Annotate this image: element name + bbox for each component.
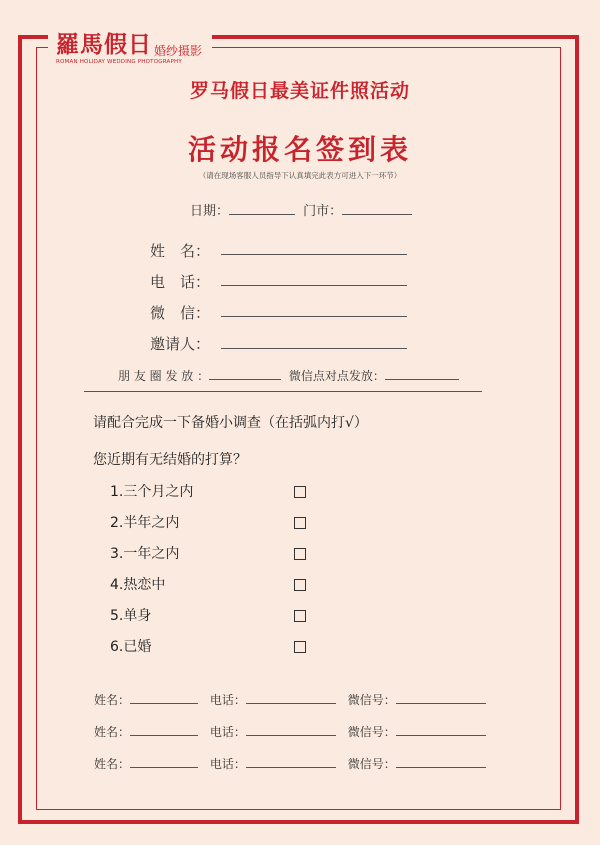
referral-phone-label: 电话： (209, 725, 246, 739)
referral-phone-field[interactable] (246, 766, 336, 768)
name-field[interactable] (221, 253, 407, 255)
wechat-p2p-label: 微信点对点发放： (288, 369, 385, 383)
date-field[interactable] (229, 213, 295, 215)
moments-field[interactable] (209, 378, 281, 380)
wechat-label: 微 信： (150, 304, 211, 322)
referral-wechat-field[interactable] (396, 766, 486, 768)
option-label: 4.热恋中 (110, 577, 166, 593)
survey-intro: 请配合完成一下备婚小调查（在括弧内打√） (93, 415, 368, 431)
inviter-label: 邀请人： (150, 335, 211, 353)
section-divider (84, 391, 482, 392)
brand-logo (48, 26, 212, 65)
instruction-note: （请在现场客服人员指导下认真填完此表方可进入下一环节） (198, 171, 402, 180)
logo-subtitle: ROMAN HOLIDAY WEDDING PHOTOGRAPHY (56, 59, 182, 65)
referral-phone-label: 电话： (209, 693, 246, 707)
option-label: 1.三个月之内 (110, 484, 194, 500)
logo-tagline: 婚纱摄影 (154, 44, 203, 58)
referral-name-field[interactable] (130, 702, 198, 704)
survey-question: 您近期有无结婚的打算？ (93, 452, 247, 468)
event-title: 罗马假日最美证件照活动 (189, 80, 410, 102)
option-checkbox[interactable] (294, 517, 306, 529)
referral-phone-label: 电话： (209, 757, 246, 771)
referral-name-label: 姓名： (94, 725, 131, 739)
referral-phone-field[interactable] (246, 734, 336, 736)
referral-row (94, 691, 486, 708)
phone-field[interactable] (221, 284, 407, 286)
option-label: 3.一年之内 (110, 546, 180, 562)
referral-name-label: 姓名： (94, 693, 131, 707)
option-label: 2.半年之内 (110, 515, 180, 531)
referral-row (94, 723, 486, 740)
option-checkbox[interactable] (294, 548, 306, 560)
inviter-field[interactable] (221, 347, 407, 349)
referral-wechat-label: 微信号： (347, 693, 396, 707)
referral-wechat-label: 微信号： (347, 757, 396, 771)
referral-row (94, 755, 486, 772)
share-row (118, 367, 459, 384)
date-row (190, 200, 412, 219)
date-label: 日期： (190, 204, 230, 219)
referral-phone-field[interactable] (246, 702, 336, 704)
phone-label: 电 话： (150, 273, 211, 291)
form-title: 活动报名签到表 (187, 133, 412, 166)
option-checkbox[interactable] (294, 579, 306, 591)
referral-name-field[interactable] (130, 734, 198, 736)
moments-label: 朋 友 圈 发 放 ： (118, 369, 210, 383)
referral-wechat-field[interactable] (396, 702, 486, 704)
option-checkbox[interactable] (294, 486, 306, 498)
option-checkbox[interactable] (294, 610, 306, 622)
referral-name-field[interactable] (130, 766, 198, 768)
option-label: 5.单身 (110, 608, 152, 624)
name-label: 姓 名： (150, 242, 211, 260)
store-field[interactable] (342, 213, 412, 215)
option-label: 6.已婚 (110, 639, 152, 655)
store-label: 门市： (303, 204, 343, 219)
referral-name-label: 姓名： (94, 757, 131, 771)
wechat-p2p-field[interactable] (385, 378, 459, 380)
option-checkbox[interactable] (294, 641, 306, 653)
wechat-field[interactable] (221, 315, 407, 317)
referral-wechat-label: 微信号： (347, 725, 396, 739)
referral-wechat-field[interactable] (396, 734, 486, 736)
logo-main-text: 羅馬假日 (56, 31, 152, 58)
